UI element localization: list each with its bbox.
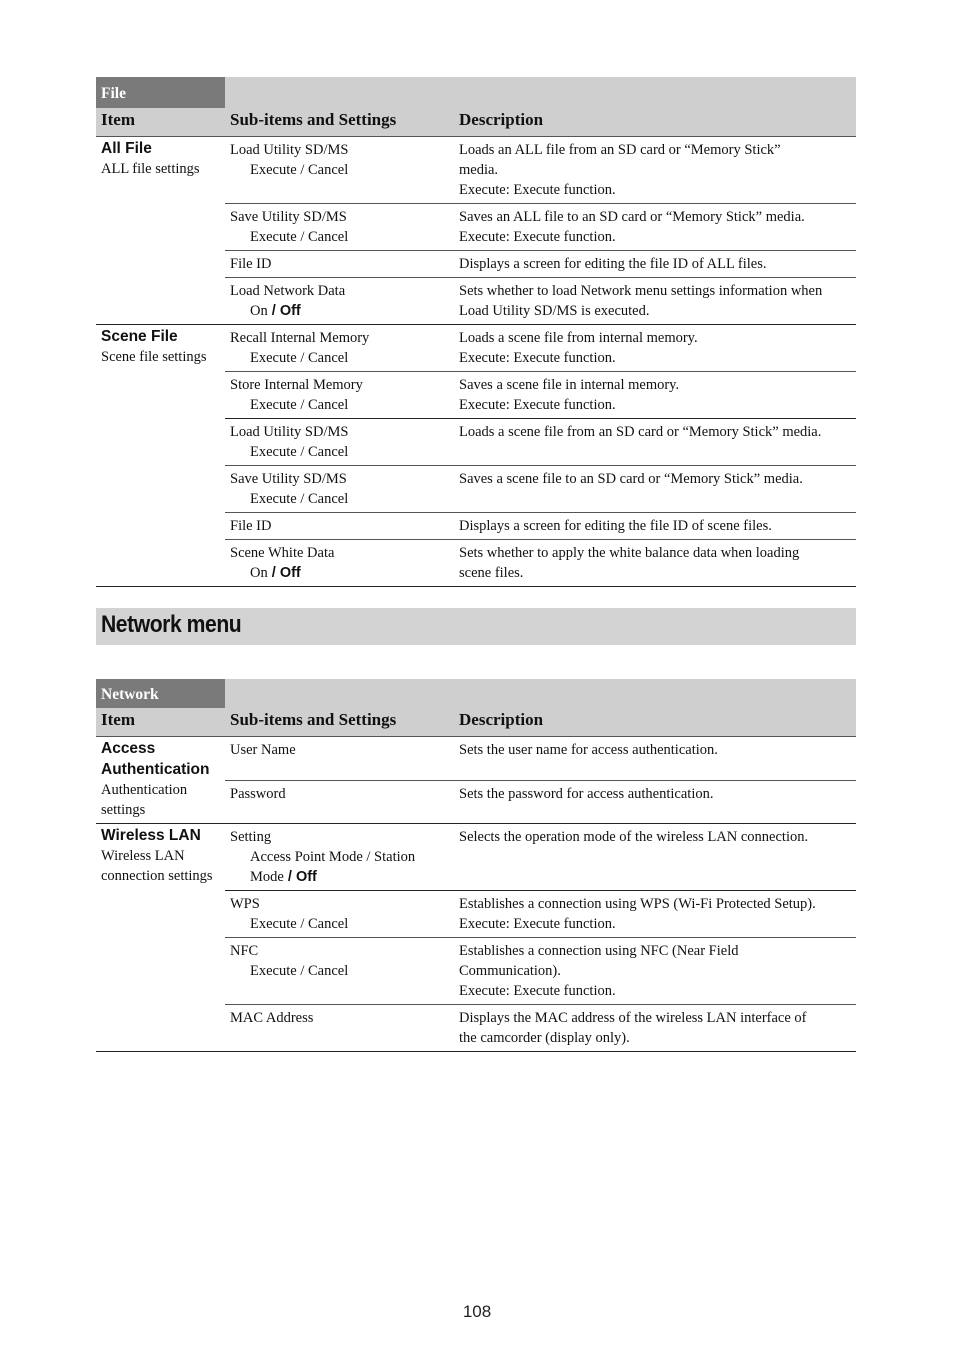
description-cell bbox=[454, 891, 856, 938]
sub-item-cell bbox=[225, 1005, 454, 1052]
sub-item-cell bbox=[225, 737, 454, 781]
category-label: Network bbox=[96, 679, 225, 708]
description-cell bbox=[454, 419, 856, 466]
sub-item-name: Save Utility SD/MS bbox=[230, 209, 347, 225]
file-menu-table bbox=[96, 77, 856, 587]
sub-item-cell bbox=[225, 204, 454, 251]
item-description: Scene file settings bbox=[101, 349, 207, 365]
description-cell bbox=[454, 737, 856, 781]
item-cell bbox=[96, 137, 225, 325]
sub-item-cell bbox=[225, 372, 454, 419]
description-line: Sets the password for access authentication. bbox=[459, 785, 714, 802]
description-cell bbox=[454, 1005, 856, 1052]
sub-item-name: User Name bbox=[230, 742, 296, 758]
sub-item-name: WPS bbox=[230, 896, 260, 912]
description-line: Saves a scene file to an SD card or “Memory Stick” media. bbox=[459, 471, 803, 487]
description-cell bbox=[454, 540, 856, 587]
description-line: Displays a screen for editing the file ID of scene files. bbox=[459, 518, 772, 534]
item-description: settings bbox=[101, 802, 146, 818]
header-description: Description bbox=[454, 108, 856, 137]
description-line: Saves an ALL file to an SD card or “Memory Stick” media. bbox=[459, 209, 805, 225]
item-name: Access bbox=[101, 740, 156, 757]
sub-item-options: Execute / Cancel bbox=[250, 491, 349, 507]
description-line: Displays a screen for editing the file ID of ALL files. bbox=[459, 256, 767, 272]
description-line: Sets whether to load Network menu settings information when bbox=[459, 283, 823, 299]
description-cell bbox=[454, 466, 856, 513]
sub-item-cell bbox=[225, 325, 454, 372]
sub-item-name: Save Utility SD/MS bbox=[230, 471, 347, 487]
sub-item-cell bbox=[225, 466, 454, 513]
sub-item-cell bbox=[225, 278, 454, 325]
description-cell bbox=[454, 938, 856, 1005]
option-default-value: Off bbox=[295, 869, 317, 885]
sub-item-cell bbox=[225, 137, 454, 204]
sub-item-cell bbox=[225, 513, 454, 540]
description-line: Execute: Execute function. bbox=[459, 182, 616, 198]
sub-item-name: File ID bbox=[230, 256, 272, 272]
description-line: Selects the operation mode of the wireless LAN connection. bbox=[459, 829, 809, 845]
description-cell bbox=[454, 513, 856, 540]
header-sub-items: Sub-items and Settings bbox=[225, 708, 454, 737]
header-row bbox=[96, 108, 856, 137]
description-line: Execute: Execute function. bbox=[459, 229, 616, 245]
sub-item-cell bbox=[225, 938, 454, 1005]
description-line: Sets whether to apply the white balance data when loading bbox=[459, 545, 800, 561]
description-cell bbox=[454, 372, 856, 419]
sub-item-options: Execute / Cancel bbox=[250, 229, 349, 245]
network-menu-table bbox=[96, 679, 856, 1052]
sub-item-name: Scene White Data bbox=[230, 545, 335, 561]
sub-item-name: File ID bbox=[230, 518, 272, 534]
network-content bbox=[96, 679, 856, 1052]
sub-item-name: Load Network Data bbox=[230, 283, 346, 299]
category-label: File bbox=[96, 77, 225, 108]
header-item: Item bbox=[96, 708, 225, 737]
sub-item-name: Load Utility SD/MS bbox=[230, 142, 349, 158]
item-description: connection settings bbox=[101, 868, 213, 884]
item-name: Wireless LAN bbox=[101, 827, 201, 844]
sub-item-options: Execute / Cancel bbox=[250, 397, 349, 413]
sub-item-cell bbox=[225, 780, 454, 824]
option-separator: / bbox=[267, 303, 280, 319]
description-cell bbox=[454, 278, 856, 325]
sub-item-name: Setting bbox=[230, 829, 272, 845]
description-line: Execute: Execute function. bbox=[459, 916, 616, 932]
description-cell bbox=[454, 780, 856, 824]
description-line: Saves a scene file in internal memory. bbox=[459, 377, 680, 393]
option-value: Mode bbox=[250, 869, 284, 885]
description-line: the camcorder (display only). bbox=[459, 1030, 630, 1046]
description-line: Execute: Execute function. bbox=[459, 983, 616, 999]
sub-item-options: Execute / Cancel bbox=[250, 444, 349, 460]
description-line: Communication). bbox=[459, 963, 561, 979]
item-cell bbox=[96, 737, 225, 824]
category-row bbox=[96, 679, 856, 708]
header-item: Item bbox=[96, 108, 225, 137]
description-cell bbox=[454, 204, 856, 251]
sub-item-name: MAC Address bbox=[230, 1010, 314, 1026]
table-row bbox=[96, 737, 856, 781]
item-description: ALL file settings bbox=[101, 161, 200, 177]
header-row bbox=[96, 708, 856, 737]
item-cell bbox=[96, 325, 225, 587]
sub-item-options bbox=[230, 563, 452, 583]
description-line: Loads a scene file from an SD card or “Memory Stick” media. bbox=[459, 424, 822, 440]
table-row bbox=[96, 137, 856, 204]
sub-item-options bbox=[230, 867, 452, 887]
item-name: Authentication bbox=[101, 761, 210, 778]
table-row bbox=[96, 824, 856, 891]
sub-item-cell bbox=[225, 891, 454, 938]
description-line: scene files. bbox=[459, 565, 524, 581]
sub-item-cell bbox=[225, 251, 454, 278]
description-cell bbox=[454, 251, 856, 278]
item-cell bbox=[96, 824, 225, 1052]
option-default-value: Off bbox=[279, 303, 301, 319]
item-description: Authentication bbox=[101, 782, 188, 798]
option-separator: / bbox=[283, 869, 296, 885]
description-line: Load Utility SD/MS is executed. bbox=[459, 303, 650, 319]
header-sub-items: Sub-items and Settings bbox=[225, 108, 454, 137]
page-number: 108 bbox=[462, 1302, 492, 1321]
table-row bbox=[96, 325, 856, 372]
sub-item-options: Execute / Cancel bbox=[250, 162, 349, 178]
sub-item-options: Execute / Cancel bbox=[250, 916, 349, 932]
option-default-value: Off bbox=[279, 565, 301, 581]
sub-item-name: Load Utility SD/MS bbox=[230, 424, 349, 440]
description-line: Execute: Execute function. bbox=[459, 397, 616, 413]
sub-item-options: Access Point Mode / Station bbox=[250, 849, 416, 865]
description-line: Loads an ALL file from an SD card or “Memory Stick” bbox=[459, 142, 781, 158]
item-name: Scene File bbox=[101, 328, 178, 345]
option-value: On bbox=[250, 565, 268, 581]
item-description: Wireless LAN bbox=[101, 848, 185, 864]
description-line: Establishes a connection using WPS (Wi-Fi Protected Setup). bbox=[459, 896, 816, 912]
description-line: media. bbox=[459, 162, 499, 178]
description-cell bbox=[454, 824, 856, 891]
description-line: Execute: Execute function. bbox=[459, 350, 616, 366]
description-cell bbox=[454, 325, 856, 372]
item-name: All File bbox=[101, 140, 152, 157]
sub-item-cell bbox=[225, 824, 454, 891]
sub-item-options: Execute / Cancel bbox=[250, 350, 349, 366]
page-content bbox=[96, 77, 856, 587]
section-heading bbox=[96, 608, 856, 645]
description-cell bbox=[454, 137, 856, 204]
option-separator: / bbox=[267, 565, 280, 581]
description-line: Sets the user name for access authentication. bbox=[459, 742, 718, 758]
sub-item-name: Password bbox=[230, 785, 286, 802]
sub-item-name: NFC bbox=[230, 943, 259, 959]
sub-item-options: Execute / Cancel bbox=[250, 963, 349, 979]
sub-item-cell bbox=[225, 540, 454, 587]
section-title: Network menu bbox=[101, 611, 242, 638]
sub-item-name: Store Internal Memory bbox=[230, 377, 363, 393]
header-description: Description bbox=[454, 708, 856, 737]
option-value: On bbox=[250, 303, 268, 319]
category-row bbox=[96, 77, 856, 108]
description-line: Displays the MAC address of the wireless LAN interface of bbox=[459, 1010, 807, 1026]
sub-item-options bbox=[230, 301, 452, 321]
sub-item-cell bbox=[225, 419, 454, 466]
sub-item-name: Recall Internal Memory bbox=[230, 330, 370, 346]
description-line: Loads a scene file from internal memory. bbox=[459, 330, 698, 346]
description-line: Establishes a connection using NFC (Near Field bbox=[459, 943, 739, 959]
